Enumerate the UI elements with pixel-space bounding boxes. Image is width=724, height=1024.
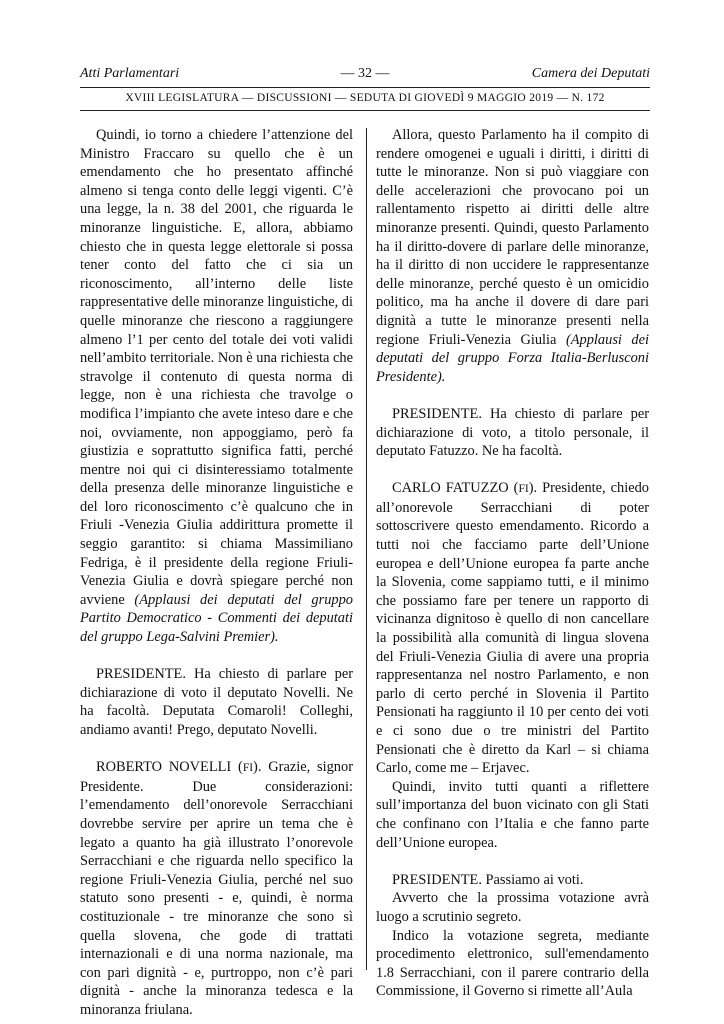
speaker-name: CARLO FATUZZO [392,480,509,497]
speaker-name: ROBERTO NOVELLI [96,759,232,776]
page-header [80,66,650,86]
paragraph: ROBERTO NOVELLI (FI). Grazie, signor Presidente. Due considerazioni: l’emendamento dell’onorevole Serracchiani dovrebbe servire per aprire un tema che è legato a quanto ha già illustrato l’onorevole Serracchiani e che riguarda nello specifico la regione Friuli-Venezia Giulia, perché nel suo statuto sono presenti - e, quindi, è norma costituzionale - tre minoranze che sono sì quella slovena, che gode di trattati internazionali e di una norma nazionale, ma con pari dignità - e, purtroppo, non c’è pari dignità - anche la minoranza tedesca e la minoranza friulana. [80,759,353,1018]
paragraph: PRESIDENTE. Ha chiesto di parlare per dichiarazione di voto il deputato Novelli. Ne ha facoltà. Deputata Comaroli! Colleghi, andiamo avanti! Prego, deputato Novelli. [80,666,353,738]
paragraph: Indico la votazione segreta, mediante procedimento elettronico, sull'emendamento 1.8 Serracchiani, con il parere contrario della Commissione, il Governo si rimette all’Aula [376,927,649,1000]
header-rule-bottom [80,110,650,111]
applause-note: (Applausi dei deputati del gruppo Forza Italia-Berlusconi Presidente). [376,331,649,385]
paragraph: CARLO FATUZZO (FI). Presidente, chiedo all’onorevole Serracchiani di poter sottoscrivere questo emendamento. Ricordo a tutti noi che facciamo parte dell’Unione europea e dell’Unione europea fa parte anche la Slovenia, come sappiamo tutti, e il minimo che possiamo fare per tenere un rapporto di vicinanza dignitoso è quello di non cancellare la possibilità alla comunità di lingua slovena del Friuli-Venezia Giulia di avere una propria rappresentanza nel nostro Parlamento, e non parlo di certo perché in Slovenia il Partito Pensionati ha raggiunto il 10 per cento dei voti e ci sono due o tre ministri del Partito Pensionati che è diretto da Karl – si chiama Carlo, come me – Erjavec. [376,480,649,777]
header-publication: Atti Parlamentari [80,66,180,81]
right-column [376,126,649,1001]
header-chamber: Camera dei Deputati [531,66,650,81]
paragraph: PRESIDENTE. Passiamo ai voti. [392,871,584,888]
paragraph: Avverto che la prossima votazione avrà luogo a scrutinio segreto. [376,890,649,925]
column-divider [366,128,367,970]
left-column [80,126,353,1020]
applause-note: (Applausi dei deputati del gruppo Partito Democratico - Commenti dei deputati del gruppo Lega-Salvini Premier). [80,591,353,646]
group-tag: FI [518,483,529,496]
paragraph: PRESIDENTE. Ha chiesto di parlare per dichiarazione di voto, a titolo personale, il deputato Fatuzzo. Ne ha facoltà. [376,405,649,460]
header-session-line: XVIII LEGISLATURA — DISCUSSIONI — SEDUTA DI GIOVEDÌ 9 MAGGIO 2019 — N. 172 [125,92,605,104]
paragraph: Quindi, io torno a chiedere l’attenzione del Ministro Fraccaro su quello che è un emendamento che ho presentato affinché almeno si tenga conto delle leggi vigenti. C’è una legge, la n. 38 del 2001, che riguarda le minoranze linguistiche. E, allora, abbiamo chiesto che in questa legge elettorale si possa tener conto del fatto che ci sia un riconoscimento, all’interno delle liste rappresentative delle minoranze linguistiche, di quelle minoranze che riescono a raggiungere almeno l’1 per cento del totale dei voti validi nell’ambito territoriale. Non è una richiesta che stravolge il contenuto di questa norma di legge, non è una richiesta che travolge o modifica l’impianto che avete inteso dare e che noi, ovviamente, non appoggiamo, però fa giustizia e soprattutto significa fatti, perché mentre noi qui ci disinteressiamo totalmente della presenza delle minoranze linguistiche e del loro riconoscimento c’è qualcuno che in Friuli -Venezia Giulia addirittura promette il seggio garantito: si chiama Massimiliano Fedriga, è il presidente della regione Friuli-Venezia Giulia e dovrà spiegare perché non avviene (Applausi dei deputati del gruppo Partito Democratico - Commenti dei deputati del gruppo Lega-Salvini Premier). [80,127,353,646]
paragraph: Allora, questo Parlamento ha il compito di rendere omogenei e uguali i diritti, i diritti di tutte le minoranze. Non si può viaggiare con delle accelerazioni che provocano poi un rallentamento rispetto ai diritti delle altre minoranze presenti. Quindi, questo Parlamento ha il diritto-dovere di parlare delle minoranze, ha il diritto di non uccidere le rappresentanze delle minoranze, perché questo è un omicidio politico, ma ha anche il dovere di dare pari dignità a tutte le minoranze presenti nella regione Friuli-Venezia Giulia (Applausi dei deputati del gruppo Forza Italia-Berlusconi Presidente). [376,127,649,385]
header-rule-top [80,87,650,88]
group-tag: FI [242,762,254,775]
header-page-number: — 32 — [340,66,390,81]
paragraph: Quindi, invito tutti quanti a riflettere sull’importanza del buon vicinato con gli Stati che confinano con l’Italia e che fanno parte dell’Unione europea. [376,778,649,851]
